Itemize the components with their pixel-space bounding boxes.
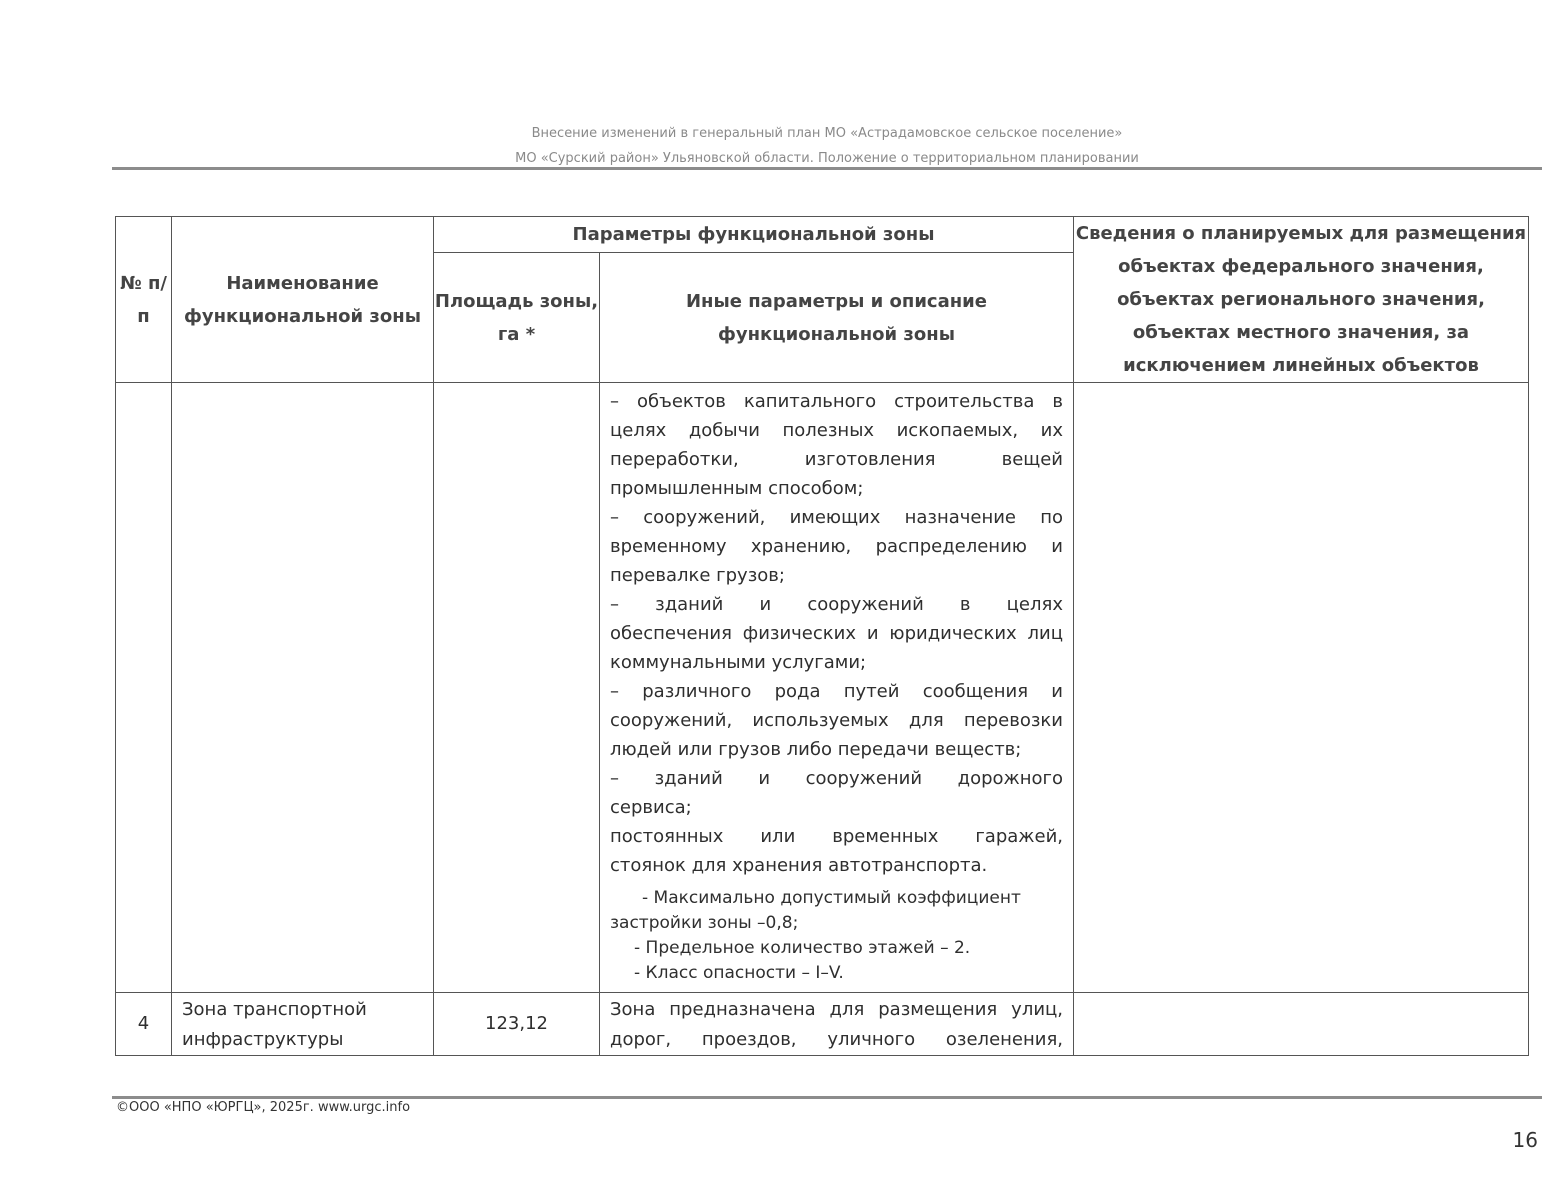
table-row — [116, 993, 1529, 1056]
desc-line: постоянных или временных гаражей, — [610, 826, 1063, 847]
desc-line: коммунальными услугами; — [610, 652, 867, 673]
param-hazard-class: - Класс опасности – I–V. — [634, 963, 844, 983]
desc-line: стоянок для хранения автотранспорта. — [610, 855, 988, 876]
desc-line: Зона предназначена для размещения улиц, — [610, 999, 1063, 1020]
desc-line: сооружений, используемых для перевозки — [610, 710, 1063, 731]
desc-line: целях добычи полезных ископаемых, их — [610, 420, 1063, 441]
header-zone-parameters: Параметры функциональной зоны — [434, 217, 1074, 253]
page-number: 16 — [1512, 1128, 1538, 1152]
cell-name-empty — [172, 383, 434, 993]
cell-area-empty — [434, 383, 600, 993]
desc-line: переработки, изготовления вещей — [610, 449, 1063, 470]
table-row-continued — [116, 383, 1529, 993]
cell-number-empty — [116, 383, 172, 993]
desc-line: промышленным способом; — [610, 478, 864, 499]
param-building-ratio-value: застройки зоны –0,8; — [610, 913, 799, 933]
cell-planned-objects — [1074, 993, 1529, 1056]
cell-description-continued — [600, 383, 1074, 993]
cell-planned-objects-empty — [1074, 383, 1529, 993]
desc-line: временному хранению, распределению и — [610, 536, 1063, 557]
param-building-ratio: - Максимально допустимый коэффициент — [642, 888, 1021, 908]
footer-copyright: ©ООО «НПО «ЮРГЦ», 2025г. www.urgc.info — [116, 1100, 411, 1115]
cell-zone-area: 123,12 — [434, 993, 600, 1056]
document-header — [112, 121, 1542, 171]
header-other-parameters: Иные параметры и описание функциональной зоны — [600, 253, 1074, 383]
cell-number: 4 — [116, 993, 172, 1056]
desc-line: обеспечения физических и юридических лиц — [610, 623, 1063, 644]
zone-parameters-list — [610, 886, 1063, 986]
header-zone-area: Площадь зоны, га * — [434, 253, 600, 383]
desc-line: перевалке грузов; — [610, 565, 785, 586]
cell-zone-description — [600, 993, 1074, 1056]
header-divider — [112, 167, 1542, 170]
desc-line: – сооружений, имеющих назначение по — [610, 507, 1063, 528]
desc-line: сервиса; — [610, 797, 692, 818]
header-line-2: МО «Сурский район» Ульяновской области. Положение о территориальном планировании — [515, 151, 1139, 166]
desc-line: людей или грузов либо передачи веществ; — [610, 739, 1022, 760]
desc-line: – зданий и сооружений в целях — [610, 594, 1063, 615]
functional-zones-table — [115, 216, 1529, 1056]
header-number: № п/п — [116, 217, 172, 383]
cell-zone-name: Зона транспортной инфраструктуры — [172, 993, 434, 1056]
desc-line: – зданий и сооружений дорожного — [610, 768, 1063, 789]
param-max-floors: - Предельное количество этажей – 2. — [634, 938, 971, 958]
header-line-1: Внесение изменений в генеральный план МО «Астрадамовское сельское поселение» — [531, 126, 1123, 141]
header-planned-objects: Сведения о планируемых для размещения объектах федерального значения, объектах регионального значения, объектах местного значения, за исключением линейных объектов — [1074, 217, 1529, 383]
header-zone-name: Наименование функциональной зоны — [172, 217, 434, 383]
desc-line: дорог, проездов, уличного озеленения, — [610, 1029, 1063, 1050]
footer-divider — [112, 1096, 1542, 1099]
desc-line: – различного рода путей сообщения и — [610, 681, 1063, 702]
desc-line: – объектов капитального строительства в — [610, 391, 1063, 412]
